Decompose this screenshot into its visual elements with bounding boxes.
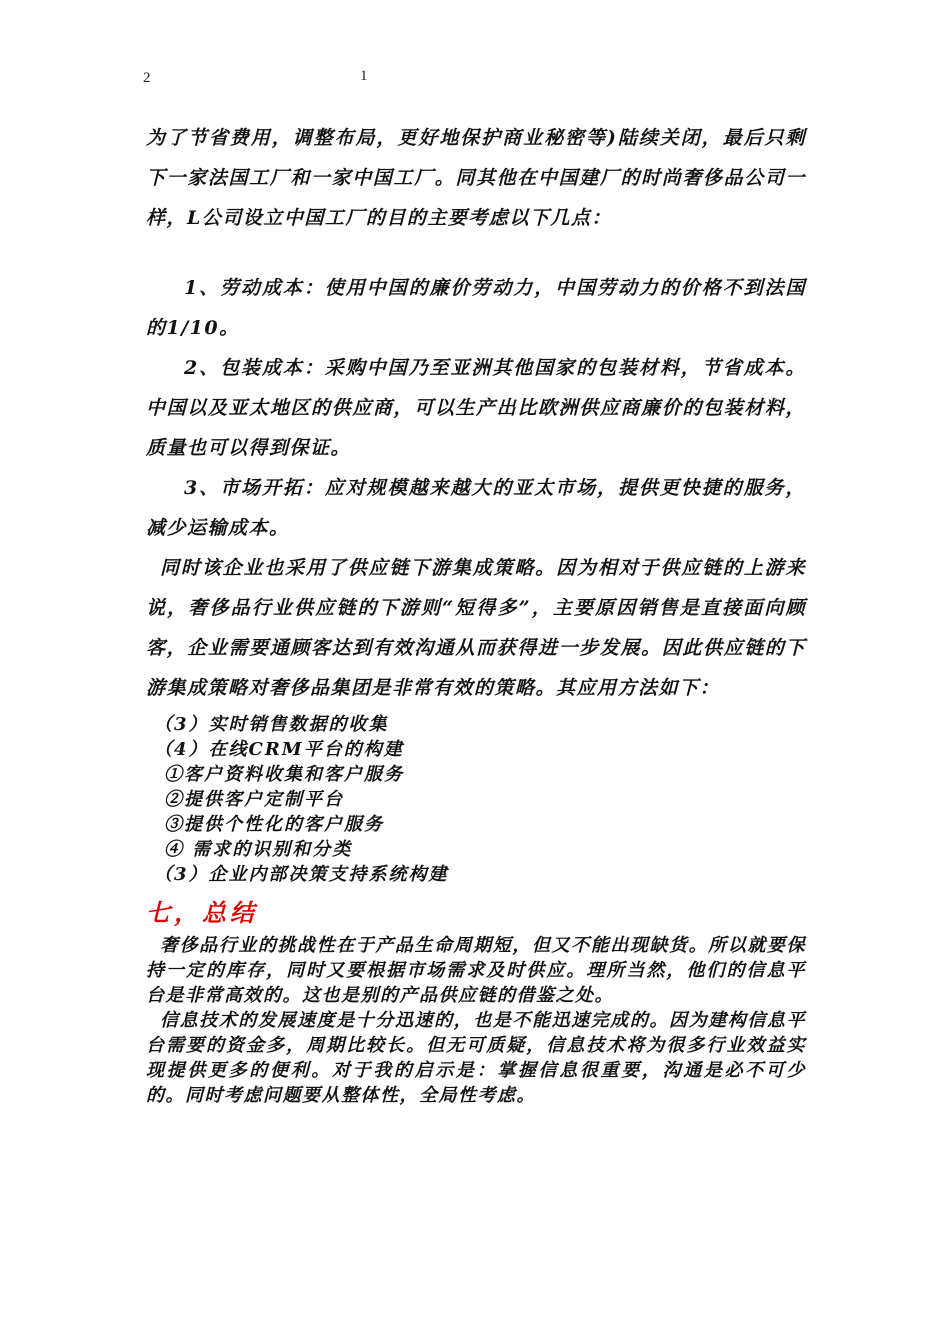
point-labor-cost: 1、劳动成本：使用中国的廉价劳动力，中国劳动力的价格不到法国的1/10。	[146, 277, 806, 339]
method-list	[146, 712, 806, 887]
document-body	[146, 118, 806, 1108]
list-subitem: ④ 需求的识别和分类	[164, 839, 353, 860]
section-heading-summary: 七，总结	[146, 898, 258, 927]
intro-paragraph: 为了节省费用，调整布局，更好地保护商业秘密等)陆续关闭，最后只剩下一家法国工厂和一家中国工厂。同其他在中国建厂的时尚奢侈品公司一样，L公司设立中国工厂的目的主要考虑以下几点：	[146, 127, 806, 229]
list-item: （3）企业内部决策支持系统构建	[154, 864, 449, 885]
summary-paragraph-1: 奢侈品行业的挑战性在于产品生命周期短，但又不能出现缺货。所以就要保持一定的库存，同时又要根据市场需求及时供应。理所当然，他们的信息平台是非常高效的。这也是别的产品供应链的借鉴之处。	[146, 935, 806, 1006]
list-subitem: ①客户资料收集和客户服务	[164, 764, 404, 785]
list-subitem: ③提供个性化的客户服务	[164, 814, 384, 835]
point-packaging-cost: 2、包装成本：采购中国乃至亚洲其他国家的包装材料，节省成本。中国以及亚太地区的供应商，可以生产出比欧洲供应商廉价的包装材料，质量也可以得到保证。	[146, 357, 806, 459]
summary-paragraph-2: 信息技术的发展速度是十分迅速的，也是不能迅速完成的。因为建构信息平台需要的资金多，周期比较长。但无可质疑，信息技术将为很多行业效益实现提供更多的便利。对于我的启示是：掌握信息很重要，沟通是必不可少的。同时考虑问题要从整体性，全局性考虑。	[146, 1010, 806, 1106]
list-item: （3）实时销售数据的收集	[154, 714, 389, 735]
paragraph-gap	[146, 238, 806, 268]
page-number-left: 2	[143, 70, 151, 86]
list-item: （4）在线CRM平台的构建	[154, 739, 404, 760]
page-number-right: 1	[360, 68, 368, 84]
list-subitem: ②提供客户定制平台	[164, 789, 344, 810]
point-market-expansion: 3、市场开拓：应对规模越来越大的亚太市场，提供更快捷的服务，减少运输成本。	[146, 477, 806, 539]
downstream-paragraph: 同时该企业也采用了供应链下游集成策略。因为相对于供应链的上游来说，奢侈品行业供应链的下游则“短得多”，主要原因销售是直接面向顾客，企业需要通顾客达到有效沟通从而获得进一步发展。因此供应链的下游集成策略对奢侈品集团是非常有效的策略。其应用方法如下：	[146, 557, 806, 699]
